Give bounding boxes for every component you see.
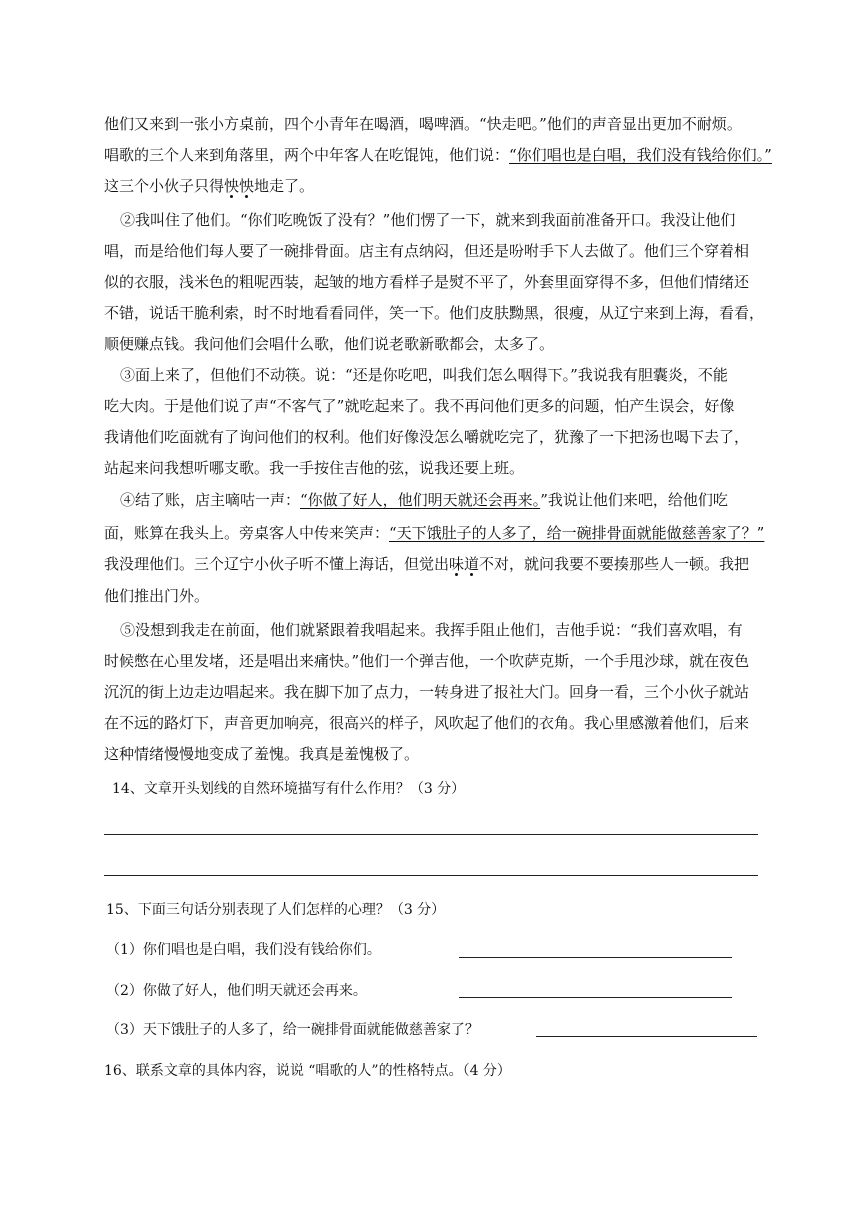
passage-line-21: 这种情绪慢慢地变成了羞愧。我真是羞愧极了。 <box>104 745 420 763</box>
paragraph-3-line-1: ③面上来了，但他们不动筷。说：“还是你吃吧，叫我们怎么咽得下。”我说我有胆囊炎，不能 <box>120 366 728 384</box>
passage-line-14 <box>104 523 764 543</box>
passage-text: ④结了账，店主嘀咕一声： <box>120 491 301 509</box>
passage-text: 我没理他们。三个辽宁小伙子听不懂上海话，但觉出 <box>104 555 450 573</box>
paragraph-2-line-1: ②我叫住了他们。“你们吃晚饭了没有？”他们愣了一下，就来到我面前准备开口。我没让他们 <box>120 211 736 229</box>
passage-line-3 <box>104 176 314 196</box>
answer-line-14a[interactable] <box>104 834 758 835</box>
dotted-char: 味 <box>449 555 465 573</box>
paragraph-5-line-1: ⑤没想到我走在前面，他们就紧跟着我唱起来。我挥手阻止他们，吉他手说：“我们喜欢唱，有 <box>120 621 743 639</box>
question-15-1: （1）你们唱也是白唱，我们没有钱给你们。 <box>106 942 381 958</box>
underlined-sentence-1: “你们唱也是白唱，我们没有钱给你们。” <box>509 146 772 164</box>
passage-line-6: 似的衣服，浅米色的粗呢西装，起皱的地方看样子是熨不平了，外套里面穿得不多，但他们情绪还 <box>104 273 750 291</box>
passage-text: 不对，就问我要不要揍那些人一顿。我把 <box>479 555 750 573</box>
passage-line-15 <box>104 554 749 574</box>
passage-text: ”我说让他们来吧，给他们吃 <box>540 491 728 509</box>
answer-line-15-3[interactable] <box>536 1036 757 1037</box>
dotted-char: 怏 <box>239 177 255 195</box>
question-15: 15、下面三句话分别表现了人们怎样的心理？（3 分） <box>106 902 446 918</box>
passage-text: 唱歌的三个人来到角落里，两个中年客人在吃馄饨，他们说： <box>104 146 510 164</box>
answer-line-15-1[interactable] <box>459 957 732 958</box>
question-16: 16、联系文章的具体内容，说说 “唱歌的人”的性格特点。（4 分） <box>104 1063 511 1079</box>
passage-line-12: 站起来问我想听哪支歌。我一手按住吉他的弦，说我还要上班。 <box>104 459 525 477</box>
passage-line-1: 他们又来到一张小方桌前，四个小青年在喝酒，喝啤酒。“快走吧。”他们的声音显出更加不耐烦。 <box>104 115 742 133</box>
question-15-2: （2）你做了好人，他们明天就还会再来。 <box>106 983 367 999</box>
passage-line-2 <box>104 145 772 165</box>
passage-line-19: 沉沉的街上边走边唱起来。我在脚下加了点力，一转身进了报社大门。回身一看，三个小伙子就站 <box>104 683 750 701</box>
dotted-char: 道 <box>464 555 480 573</box>
question-14: 14、文章开头划线的自然环境描写有什么作用？（3 分） <box>112 781 466 797</box>
passage-line-10: 吃大肉。于是他们说了声“不客气了”就吃起来了。我不再问他们更多的问题，怕产生误会，好像 <box>104 397 735 415</box>
passage-text: 地走了。 <box>254 177 315 195</box>
passage-line-7: 不错，说话干脆利索，时不时地看看同伴，笑一下。他们皮肤黝黑，很瘦，从辽宁来到上海，看看， <box>104 304 765 322</box>
passage-line-11: 我请他们吃面就有了询问他们的权利。他们好像没怎么嚼就吃完了，犹豫了一下把汤也喝下去了， <box>104 428 750 446</box>
passage-text: 这三个小伙子只得 <box>104 177 225 195</box>
passage-line-18: 时候憋在心里发堵，还是唱出来痛快。”他们一个弹吉他，一个吹萨克斯，一个手甩沙球，就在夜色 <box>104 652 750 670</box>
passage-line-8: 顺便赚点钱。我问他们会唱什么歌，他们说老歌新歌都会，太多了。 <box>104 335 555 353</box>
answer-line-15-2[interactable] <box>459 997 732 998</box>
passage-line-16: 他们推出门外。 <box>104 587 210 605</box>
passage-text: 面，账算在我头上。旁桌客人中传来笑声： <box>104 524 390 542</box>
answer-line-14b[interactable] <box>104 875 758 876</box>
paragraph-4-line-1 <box>120 490 728 510</box>
underlined-sentence-3: “天下饿肚子的人多了，给一碗排骨面就能做慈善家了？” <box>389 524 765 542</box>
passage-line-5: 唱，而是给他们每人要了一碗排骨面。店主有点纳闷，但还是吩咐手下人去做了。他们三个穿着相 <box>104 242 750 260</box>
question-15-3: （3）天下饿肚子的人多了，给一碗排骨面就能做慈善家了？ <box>106 1022 479 1038</box>
passage-line-20: 在不远的路灯下，声音更加响亮，很高兴的样子，风吹起了他们的衣角。我心里感激着他们，后来 <box>104 714 750 732</box>
underlined-sentence-2: “你做了好人，他们明天就还会再来。 <box>300 491 541 509</box>
dotted-char: 怏 <box>224 177 240 195</box>
